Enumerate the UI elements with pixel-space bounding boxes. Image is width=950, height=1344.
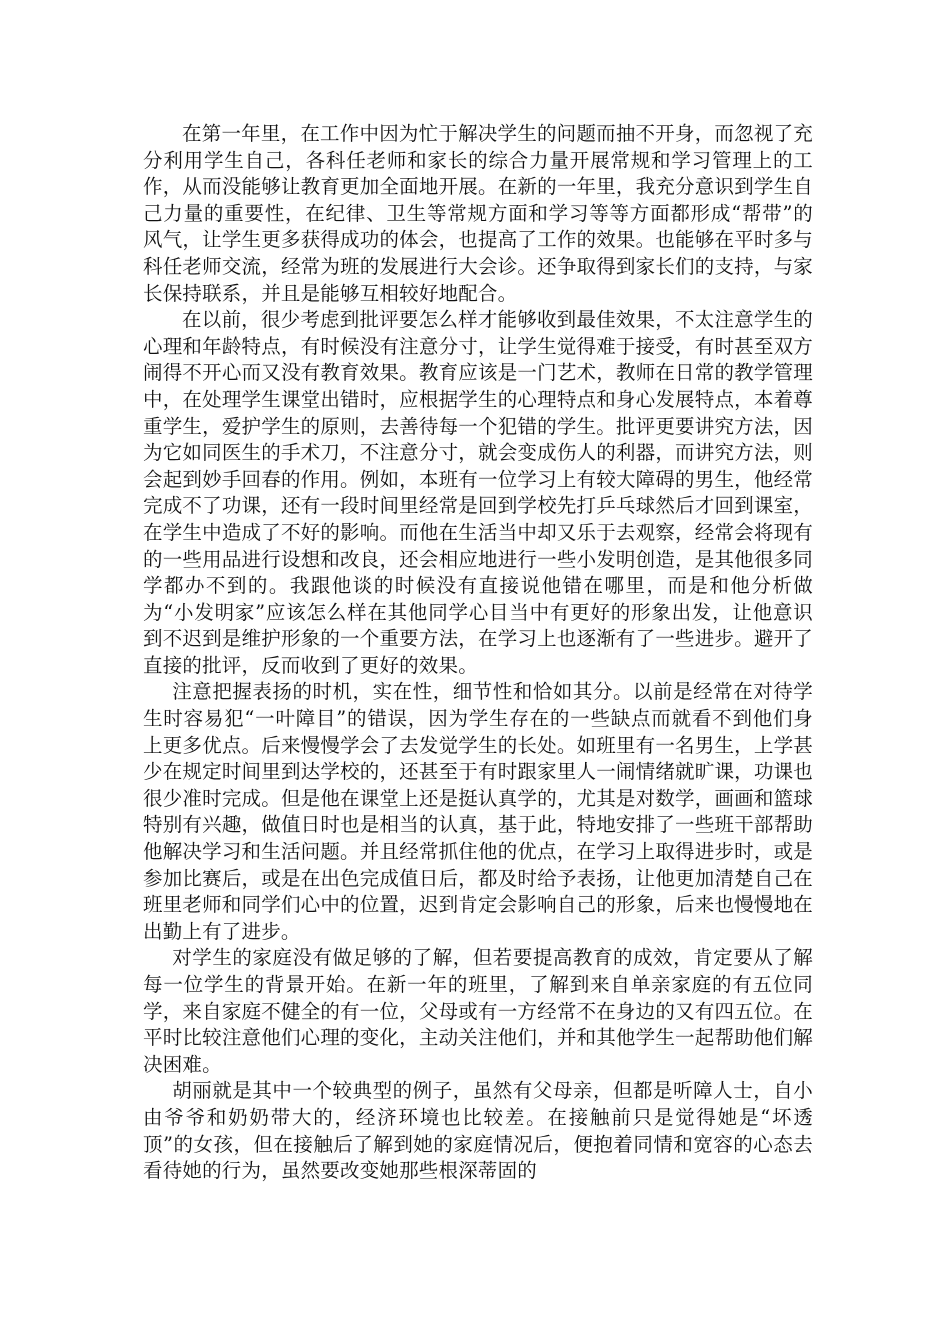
paragraph-3: 注意把握表扬的时机，实在性，细节性和恰如其分。以前是经常在对待学生时容易犯“一叶障目”的错误，因为学生存在的一些缺点而就看不到他们身上更多优点。后来慢慢学会了去发觉学生的长处。如班里有一名男生，上学甚少在规定时间里到达学校的，还甚至于有时跟家里人一闹情绪就旷课，功课也很少准时完成。但是他在课堂上还是挺认真学的，尤其是对数学，画画和篮球特别有兴趣，做值日时也是相当的认真，基于此，特地安排了一些班干部帮助他解决学习和生活问题。并且经常抓住他的优点，在学习上取得进步时，或是参加比赛后，或是在出色完成值日后，都及时给予表扬，让他更加清楚自己在班里老师和同学们心中的位置，迟到肯定会影响自己的形象，后来也慢慢地在出勤上有了进步。 <box>143 680 813 943</box>
document-body <box>143 121 813 1185</box>
paragraph-5: 胡丽就是其中一个较典型的例子，虽然有父母亲，但都是听障人士，自小由爷爷和奶奶带大的，经济环境也比较差。在接触前只是觉得她是“坏透顶”的女孩，但在接触后了解到她的家庭情况后，便抱着同情和宽容的心态去看待她的行为，虽然要改变她那些根深蒂固的 <box>143 1079 813 1183</box>
paragraph-4: 对学生的家庭没有做足够的了解，但若要提高教育的成效，肯定要从了解每一位学生的背景开始。在新一年的班里，了解到来自单亲家庭的有五位同学，来自家庭不健全的有一位，父母或有一方经常不在身边的又有四五位。在平时比较注意他们心理的变化，主动关注他们，并和其他学生一起帮助他们解决困难。 <box>143 946 813 1076</box>
paragraph-2: 在以前，很少考虑到批评要怎么样才能够收到最佳效果，不太注意学生的心理和年龄特点，有时候没有注意分寸，让学生觉得难于接受，有时甚至双方闹得不开心而又没有教育效果。教育应该是一门艺术，教师在日常的教学管理中，在处理学生课堂出错时，应根据学生的心理特点和身心发展特点，本着尊重学生，爱护学生的原则，去善待每一个犯错的学生。批评更要讲究方法，因为它如同医生的手术刀，不注意分寸，就会变成伤人的利器，而讲究方法，则会起到妙手回春的作用。例如，本班有一位学习上有较大障碍的男生，他经常完成不了功课，还有一段时间里经常是回到学校先打乒乓球然后才回到课室，在学生中造成了不好的影响。而他在生活当中却又乐于去观察，经常会将现有的一些用品进行设想和改良，还会相应地进行一些小发明创造，是其他很多同学都办不到的。我跟他谈的时候没有直接说他错在哪里，而是和他分析做为“小发明家”应该怎么样在其他同学心目当中有更好的形象出发，让他意识到不迟到是维护形象的一个重要方法，在学习上也逐渐有了一些进步。避开了直接的批评，反而收到了更好的效果。 <box>143 308 813 677</box>
paragraph-1: 在第一年里，在工作中因为忙于解决学生的问题而抽不开身，而忽视了充分利用学生自己，各科任老师和家长的综合力量开展常规和学习管理上的工作，从而没能够让教育更加全面地开展。在新的一年里，我充分意识到学生自己力量的重要性，在纪律、卫生等常规方面和学习等等方面都形成“帮带”的风气，让学生更多获得成功的体会，也提高了工作的效果。也能够在平时多与科任老师交流，经常为班的发展进行大会诊。还争取得到家长们的支持，与家长保持联系，并且是能够互相较好地配合。 <box>143 122 813 305</box>
